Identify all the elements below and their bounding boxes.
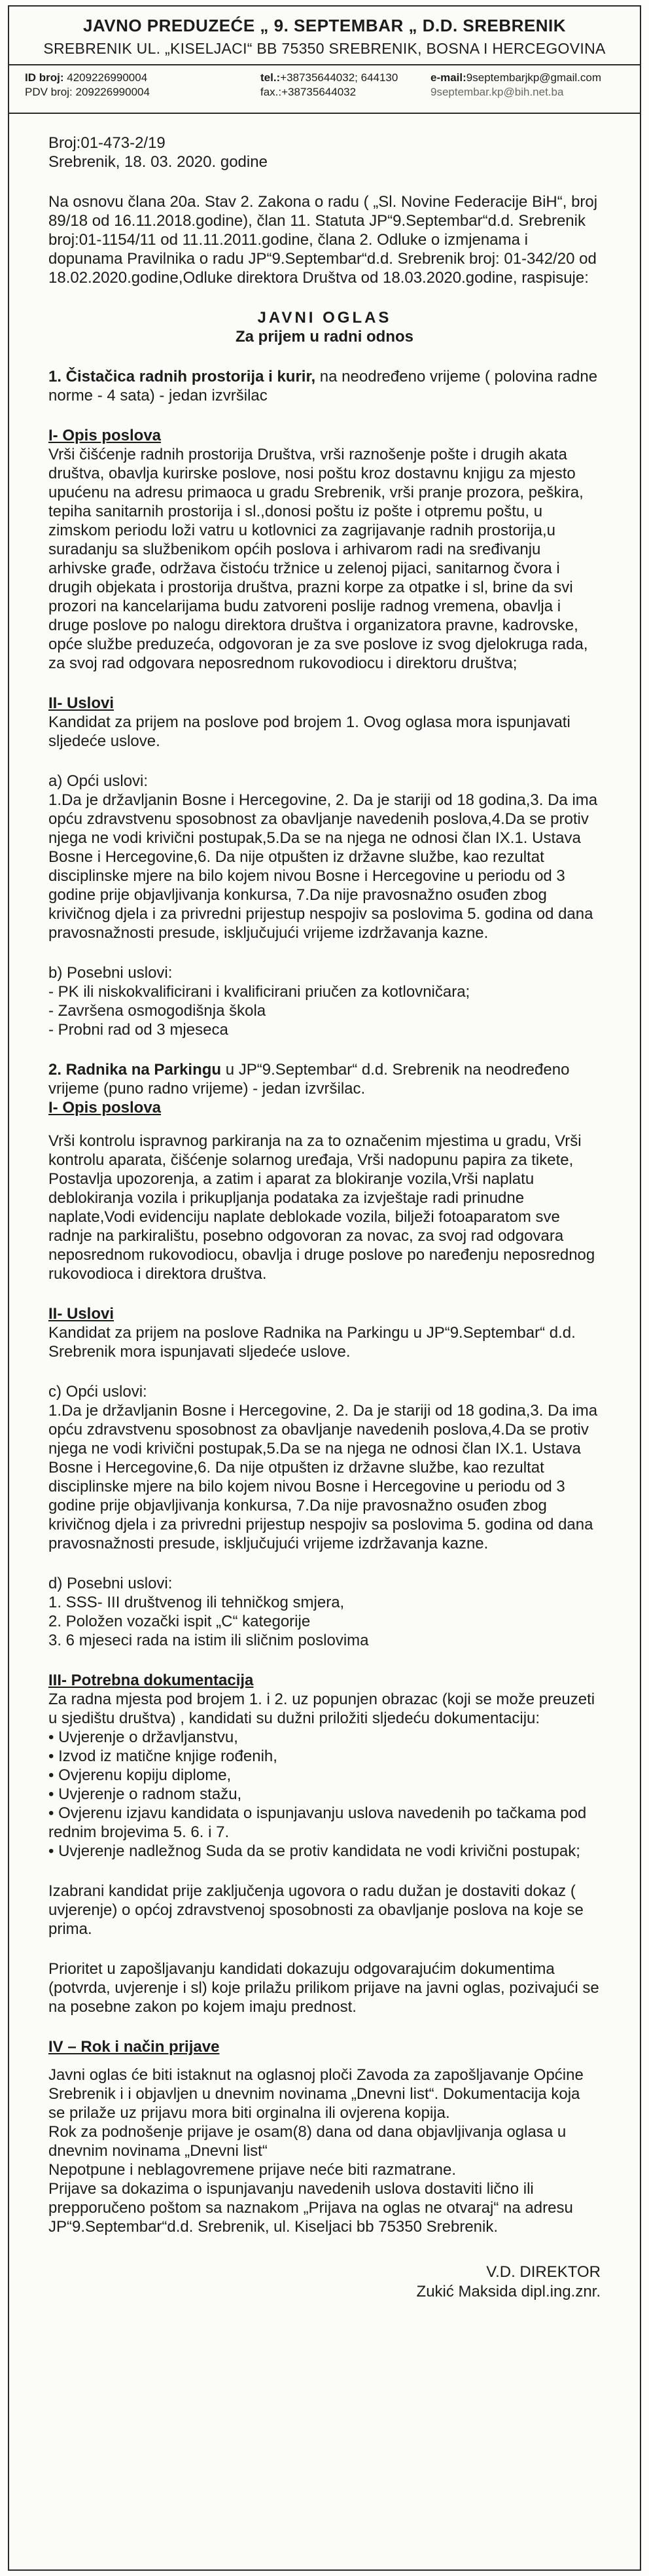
- posebni-uslovi-d-item: 3. 6 mjeseci rada na istim ili sličnim poslovima: [48, 1632, 369, 1649]
- document-page: [8, 5, 641, 2571]
- dokumentacija-item: • Izvod iz matične knjige rođenih,: [48, 1747, 277, 1765]
- signature-title: V.D. DIREKTOR: [486, 2263, 601, 2281]
- posebni-uslovi-b-label: b) Posebni uslovi:: [48, 964, 173, 982]
- document-body: [9, 114, 640, 2302]
- email-label: e-mail:: [430, 71, 466, 84]
- rok-paragraph-2: Rok za podnošenje prijave je osam(8) dana od dana objavljivanja oglasa u dnevnim novinama „Dnevni list“: [48, 2123, 567, 2160]
- position-1: [48, 367, 601, 405]
- posebni-uslovi-d-label: d) Posebni uslovi:: [48, 1575, 173, 1592]
- place-date: Srebrenik, 18. 03. 2020. godine: [48, 153, 268, 171]
- opci-uslovi-a-text: 1.Da je državljanin Bosne i Hercegovine, 2. Da je stariji od 18 godina,3. Da ima opću zdravstvenu sposobnost za obavljanje navedenih poslova,4.Da se protiv njega ne vodi krivični postupak,5.Da se na njega ne odnosi član IX.1. Ustava Bosne i Hercegovine,6. Da nije otpušten iz državne službe, kao rezultat disciplinske mjere na bilo kojem nivou Bosne i Hercegovine u periodu od 3 godine prije objavljivanja konkursa, 7.Da nije pravosnažno osuđen zbog krivičnog djela i za privredni prijestup nespojiv sa poslovima 5. godina od dana pravosnažnosti presude, isključujući vrijeme izdržavanja kazne.: [48, 791, 598, 942]
- uslovi-intro-1: Kandidat za prijem na poslove pod brojem 1. Ovog oglasa mora ispunjavati sljedeće uslove.: [48, 713, 570, 750]
- email-value-2: 9septembar.kp@bih.net.ba: [430, 86, 564, 98]
- opis-heading-2: I- Opis poslova: [48, 1099, 162, 1117]
- dokumentacija-heading: III- Potrebna dokumentacija: [48, 1672, 254, 1689]
- company-address: SREBRENIK UL. „KISELJACI“ BB 75350 SREBRENIK, BOSNA I HERCEGOVINA: [43, 40, 606, 57]
- position-2-details: u JP“9.Septembar“ d.d. Srebrenik na neodređeno vrijeme (puno radno vrijeme) - jedan izvršilac.: [48, 1061, 570, 1098]
- email-column: [430, 71, 624, 99]
- pdv-value: 209226990004: [75, 86, 150, 98]
- rok-heading: IV – Rok i način prijave: [48, 2038, 220, 2056]
- posebni-uslovi-b-item: - Probni rad od 3 mjeseca: [48, 1021, 228, 1039]
- phone-column: [260, 71, 430, 99]
- id-label: ID broj:: [25, 71, 64, 84]
- company-title: JAVNO PREDUZEĆE „ 9. SEPTEMBAR „ D.D. SREBRENIK: [82, 16, 567, 35]
- opis-paragraph-1: Vrši čišćenje radnih prostorija Društva, vrši raznošenje pošte i drugih akata društva, obavlja kurirske poslove, nosi poštu kroz dostavnu knjigu za mjesto upućenu na adresu primaoca u gradu Srebrenik, vrši pranje prozora, peškira, tepiha sanitarnih prostorija i sl.,donosi poštu iz pošte i otpremu poštu, u zimskom periodu loži vatru u kotlovnici za zagrijavanje radnih prostorija,u suradanju sa službenikom općih poslova i arhivarom radi na sređivanju arhivske građe, održava čistoću tržnice u zelenoj pijaci, sanitarnog čvora i drugih objekata i prostorija društva, prazni korpe za otpatke i sl, brine da svi prozori na kancelarijama budu zatvoreni poslije radnog vremena, obavlja i druge poslove po nalogu direktora društva i organizatora pravne, kadrovske, opće službe preduzeća, odgovoran je za sve poslove iz svog djelokruga rada, za svoj rad odgovara neposrednom rukovodiocu i direktoru društva;: [48, 446, 588, 672]
- opci-uslovi-a-label: a) Opći uslovi:: [48, 772, 149, 790]
- dokumentacija-item: • Ovjerenu kopiju diplome,: [48, 1766, 232, 1784]
- uslovi-heading-2: II- Uslovi: [48, 1305, 114, 1323]
- opci-uslovi-c-label: c) Opći uslovi:: [48, 1383, 147, 1401]
- position-1-title: 1. Čistačica radnih prostorija i kurir,: [48, 368, 316, 385]
- id-column: [25, 71, 260, 99]
- prioritet-paragraph: Prioritet u zapošljavanju kandidati dokazuju odgovarajućim dokumentima (potvrda, uvjerenje i sl) koje prilažu prilikom prijave na javni oglas, pozivajući se na posebne zakon po kojem imaju prednost.: [48, 1960, 599, 2016]
- signature-name: Zukić Maksida dipl.ing.znr.: [416, 2283, 601, 2300]
- opis-paragraph-2: Vrši kontrolu ispravnog parkiranja na za to označenim mjestima u gradu, Vrši kontrolu aparata, čišćenje solarnog uređaja, Vrši nadopunu papira za tikete, Postavlja upozorenja, a zatim i aparat za blokiranje vozila,Vrši naplatu deblokiranja vozila i prikupljanja podataka za izvještaje radi prinudne naplate,Vodi evidenciju naplate deblokade vozila, bilježi fotoaparatom sve radnje na parkiralištu, posebno odgovoran za novac, za svoj rad odgovara neposrednom rukovodiocu, obavlja i druge poslove po naređenju neposrednog rukovodioca i direktora društva.: [48, 1132, 595, 1283]
- position-1-details: na neodređeno vrijeme ( polovina radne norme - 4 sata) - jedan izvršilac: [48, 368, 598, 404]
- rok-paragraph-4: Prijave sa dokazima o ispunjavanju navedenih uslova dostaviti lično ili prepporučeno poštom sa naznakom „Prijava na oglas ne otvaraj“ na adresu JP“9.Septembar“d.d. Srebrenik, ul. Kiseljaci bb 75350 Srebrenik.: [48, 2180, 573, 2236]
- fax-value: +38735644032: [281, 86, 357, 98]
- uslovi-heading-1: II- Uslovi: [48, 694, 114, 712]
- position-2-title: 2. Radnika na Parkingu: [48, 1061, 222, 1079]
- position-2: [48, 1060, 601, 1098]
- reference-number: Broj:01-473-2/19: [48, 134, 166, 152]
- intro-paragraph: Na osnovu člana 20a. Stav 2. Zakona o radu ( „Sl. Novine Federacije BiH“, broj 89/18 od 16.11.2018.godine), član 11. Statuta JP“9.Septembar“d.d. Srebrenik broj:01-1154/11 od 11.11.2011.godine, člana 2. Odluke o izmjenama i dopunama Pravilnika o radu JP“9.Septembar“d.d. Srebrenik broj: 01-342/20 od 18.02.2020.godine,Odluke direktora Društva od 18.03.2020.godine, raspisuje:: [48, 193, 598, 287]
- oglas-title: JAVNI OGLAS: [257, 309, 392, 327]
- rok-paragraph-3: Nepotpune i neblagovremene prijave neće biti razmatrane.: [48, 2161, 457, 2179]
- opis-heading-1: I- Opis poslova: [48, 427, 162, 444]
- posebni-uslovi-d-item: 2. Položen vozački ispit „C“ kategorije: [48, 1613, 311, 1630]
- tel-value: +38735644032; 644130: [280, 71, 398, 84]
- dokumentacija-item: • Uvjerenje o radnom stažu,: [48, 1785, 242, 1803]
- dokumentacija-item: • Ovjerenu izjavu kandidata o ispunjavanju uslova navedenih po tačkama pod rednim brojevima 5. 6. i 7.: [48, 1804, 587, 1841]
- id-value: 4209226990004: [67, 71, 148, 84]
- tel-label: tel.:: [260, 71, 281, 84]
- signature-block: [48, 2263, 601, 2302]
- fax-label: fax.:: [260, 86, 282, 98]
- rok-paragraph-1: Javni oglas će biti istaknut na oglasnoj ploči Zavoda za zapošljavanje Općine Srebrenik i i objavljen u dnevnim novinama „Dnevni list“. Dokumentacija koja se prilaže uz prijavu mora biti orginalna ili ovjerena kopija.: [48, 2066, 584, 2122]
- dokumentacija-item: • Uvjerenje o državljanstvu,: [48, 1728, 238, 1746]
- opci-uslovi-c-text: 1.Da je državljanin Bosne i Hercegovine, 2. Da je stariji od 18 godina,3. Da ima opću zdravstvenu sposobnost za obavljanje navedenih poslova,4.Da se protiv njega ne vodi krivični postupak,5.Da se na njega ne odnosi član IX.1. Ustava Bosne i Hercegovine,6. Da nije otpušten iz državne službe, kao rezultat disciplinske mjere na bilo kojem nivou Bosne i Hercegovine u periodu od 3 godine prije objavljivanja konkursa, 7.Da nije pravosnažno osuđen zbog krivičnog djela i za privredni prijestup nespojiv sa poslovima 5. godina od dana pravosnažnosti presude, isključujući vrijeme izdržavanja kazne.: [48, 1402, 598, 1552]
- email-value: 9septembarjkp@gmail.com: [466, 71, 602, 84]
- posebni-uslovi-b-item: - PK ili niskokvalificirani i kvalificirani priučen za kotlovničara;: [48, 983, 470, 1001]
- uslovi-intro-2: Kandidat za prijem na poslove Radnika na Parkingu u JP“9.Septembar“ d.d. Srebrenik mora ispunjavati sljedeće uslove.: [48, 1324, 576, 1361]
- company-identifiers: [9, 65, 640, 106]
- posebni-uslovi-b-item: - Završena osmogodišnja škola: [48, 1002, 266, 1020]
- posebni-uslovi-d-item: 1. SSS- III društvenog ili tehničkog smjera,: [48, 1594, 345, 1611]
- izabrani-paragraph: Izabrani kandidat prije zaključenja ugovora o radu dužan je dostaviti dokaz ( uvjerenje) o općoj zdravstvenoj sposobnosti za obavljanje poslova na koje se prima.: [48, 1882, 584, 1938]
- oglas-subtitle: Za prijem u radni odnos: [235, 328, 414, 346]
- dokumentacija-item: • Uvjerenje nadležnog Suda da se protiv kandidata ne vodi krivični postupak;: [48, 1842, 580, 1860]
- pdv-label: PDV broj:: [25, 86, 73, 98]
- dokumentacija-intro: Za radna mjesta pod brojem 1. i 2. uz popunjen obrazac (koji se može preuzeti u sjedištu društva) , kandidati su dužni priložiti sljedeću dokumentaciju:: [48, 1690, 595, 1727]
